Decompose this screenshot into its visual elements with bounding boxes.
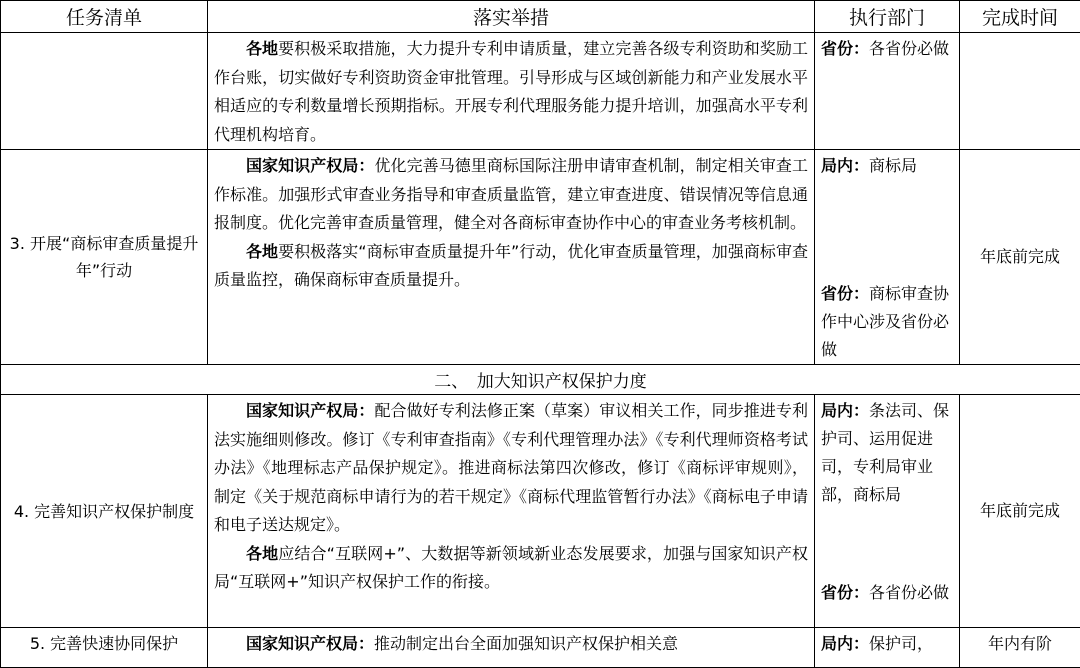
dept-text: 商标审查协作中心涉及省份必做 [821, 284, 949, 359]
measure-cell [208, 395, 815, 628]
measure-cell [208, 628, 815, 668]
section-title: 二、 加大知识产权保护力度 [1, 365, 1080, 395]
header-measure: 落实举措 [208, 1, 815, 33]
time-cell: 年内有阶 [960, 628, 1080, 668]
measure-cell [208, 150, 815, 365]
task-cell: 3. 开展“商标审查质量提升年”行动 [1, 150, 208, 365]
task-cell-empty [1, 33, 208, 150]
measure-lead: 国家知识产权局： [246, 401, 374, 420]
measure-lead: 各地 [246, 39, 278, 58]
measure-text: 应结合“互联网+”、大数据等新领域新业态发展要求，加强与国家知识产权局“互联网+”知识产权保护工作的衔接。 [214, 544, 808, 592]
table-row-continued [1, 33, 1080, 150]
section-row [1, 365, 1080, 395]
table-row-5 [1, 628, 1080, 668]
measure-text: 优化完善马德里商标国际注册申请审查机制，制定相关审查工作标准。加强形式审查业务指导和审查质量监管，建立审查进度、错误情况等信息通报制度。优化完善审查质量管理，健全对各商标审查协作中心的审查业务考核机制。 [214, 156, 808, 232]
dept-cell [815, 33, 960, 150]
measure-text: 配合做好专利法修正案（草案）审议相关工作，同步推进专利法实施细则修改。修订《专利审查指南》《专利代理管理办法》《专利代理师资格考试办法》《地理标志产品保护规定》。推进商标法第四次修改，修订《商标评审规则》，制定《关于规范商标申请行为的若干规定》《商标代理监管暂行办法》《商标电子申请和电子送达规定》。 [214, 401, 808, 534]
dept-text: 各省份必做 [869, 39, 949, 58]
dept-text: 商标局 [869, 156, 917, 175]
table-row-4 [1, 395, 1080, 628]
time-cell-empty [960, 33, 1080, 150]
measure-cell [208, 33, 815, 150]
dept-label: 省份： [821, 39, 869, 58]
dept-label: 局内： [821, 156, 869, 175]
dept-label: 局内： [821, 401, 869, 420]
dept-text: 各省份必做 [869, 583, 949, 602]
table-row-3 [1, 150, 1080, 365]
dept-label: 局内： [821, 634, 869, 653]
dept-text: 条法司、保护司、运用促进司，专利局审业部，商标局 [821, 401, 949, 504]
dept-cell [815, 628, 960, 668]
measure-text: 要积极落实“商标审查质量提升年”行动，优化审查质量管理，加强商标审查质量监控，确保商标审查质量提升。 [214, 242, 808, 290]
dept-cell [815, 150, 960, 365]
measure-text: 要积极采取措施，大力提升专利申请质量，建立完善各级专利资助和奖励工作台账，切实做好专利资助资金审批管理。引导形成与区域创新能力和产业发展水平相适应的专利数量增长预期指标。开展专利代理服务能力提升培训，加强高水平专利代理机构培育。 [214, 39, 808, 144]
dept-label: 省份： [821, 583, 869, 602]
header-row [1, 1, 1080, 33]
measure-lead: 各地 [246, 544, 278, 563]
measure-lead: 国家知识产权局： [246, 634, 374, 653]
measure-lead: 国家知识产权局： [246, 156, 374, 175]
task-cell: 4. 完善知识产权保护制度 [1, 395, 208, 628]
time-cell: 年底前完成 [960, 150, 1080, 365]
header-dept: 执行部门 [815, 1, 960, 33]
time-cell: 年底前完成 [960, 395, 1080, 628]
task-cell: 5. 完善快速协同保护 [1, 628, 208, 668]
measure-text: 推动制定出台全面加强知识产权保护相关意 [374, 634, 678, 653]
dept-text: 保护司， [869, 634, 933, 653]
header-task: 任务清单 [1, 1, 208, 33]
header-time: 完成时间 [960, 1, 1080, 33]
dept-label: 省份： [821, 284, 869, 303]
dept-cell [815, 395, 960, 628]
measure-lead: 各地 [246, 242, 278, 261]
